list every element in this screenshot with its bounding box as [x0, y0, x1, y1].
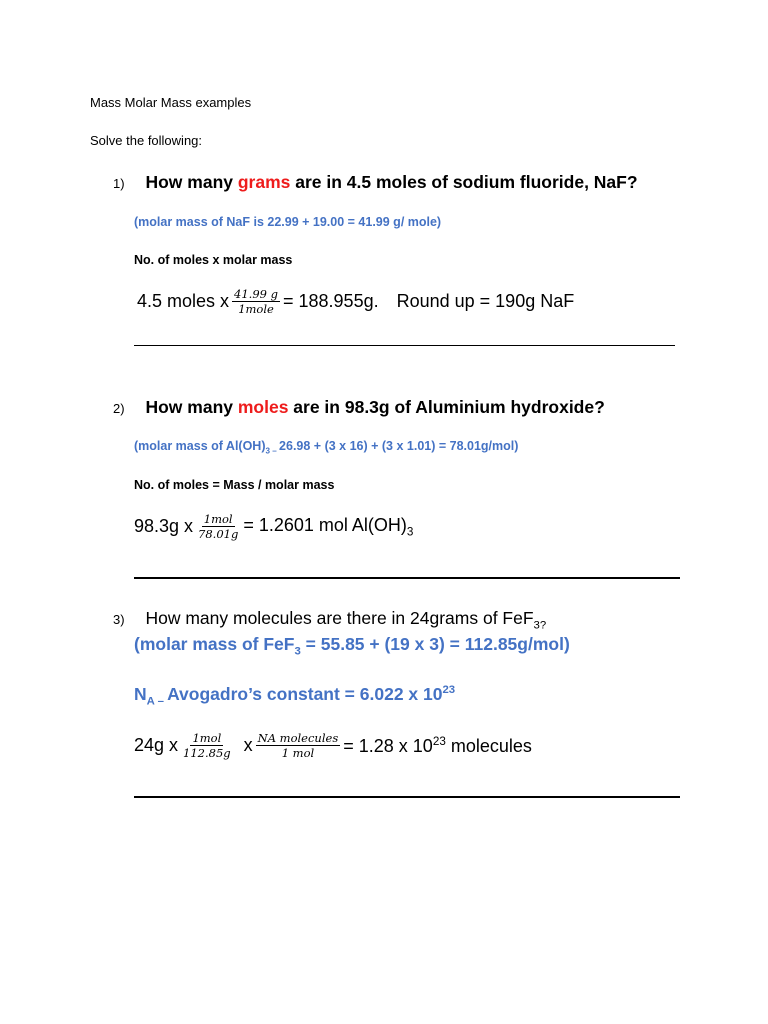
question-2-calculation — [134, 512, 413, 541]
question-2-calc-result: = 1.2601 mol $Al(OH)_3$ — [243, 514, 414, 539]
question-1-fraction-denominator: 1mole — [238, 302, 274, 316]
question-2-formula: No. of moles = Mass / molar mass — [134, 478, 335, 492]
question-3-times: x — [243, 735, 253, 755]
question-3 — [113, 608, 546, 632]
question-3-fraction-2-denominator: 1 mol — [281, 746, 315, 760]
question-1-fraction-numerator: 41.99 g — [234, 287, 278, 301]
question-1-calculation — [137, 287, 574, 316]
question-3-molar-note: (molar mass of FeF$_3$ = 55.85 + (19 x 3) = 112.85g/mol) — [134, 634, 570, 658]
question-1-formula: No. of moles x molar mass — [134, 253, 293, 267]
question-1-highlight: grams — [237, 172, 291, 192]
question-3-text: How many molecules are there in 24grams of FeF$_{3?}$ — [145, 608, 547, 632]
question-1-calc-result: = 188.955g. — [283, 291, 379, 311]
question-3-fraction-2 — [256, 731, 341, 760]
document-title: Mass Molar Mass examples — [90, 95, 252, 110]
question-2-fraction-denominator: 78.01g — [198, 527, 239, 541]
question-3-fraction-1 — [181, 731, 233, 760]
question-1-number: 1) — [113, 176, 125, 191]
question-2-fraction — [196, 512, 240, 541]
divider-1 — [134, 345, 675, 346]
question-3-fraction-2-numerator: NA molecules — [257, 731, 339, 745]
question-3-number: 3) — [113, 612, 125, 627]
question-1-molar-note: (molar mass of NaF is 22.99 + 19.00 = 41.99 g/ mole) — [134, 215, 442, 229]
question-2-number: 2) — [113, 401, 125, 416]
question-1-text: How many grams are in 4.5 moles of sodium fluoride, NaF? — [145, 172, 638, 192]
question-1-round-up: Round up = 190g NaF — [396, 291, 575, 311]
avogadro-constant: $N_{A -}$ Avogadro’s constant = 6.022 x $10^{23}$ — [134, 684, 456, 708]
divider-3 — [134, 796, 680, 798]
question-2 — [113, 397, 605, 418]
question-3-calculation — [134, 731, 532, 760]
question-1-calc-start: 4.5 moles x — [137, 291, 230, 311]
divider-2 — [134, 577, 680, 579]
question-1 — [113, 172, 638, 193]
question-2-molar-note: (molar mass of $Al(OH)_{3 -}$ 26.98 + (3 x 16) + (3 x 1.01) = 78.01g/mol) — [134, 439, 519, 456]
question-2-fraction-numerator: 1mol — [203, 512, 233, 526]
question-3-calc-result: = 1.28 x $10^{23}$ molecules — [343, 734, 532, 756]
question-2-highlight: moles — [237, 397, 289, 417]
instructions: Solve the following: — [90, 133, 203, 148]
question-3-fraction-1-denominator: 112.85g — [183, 746, 231, 760]
question-3-calc-start: 24g x — [134, 735, 179, 755]
question-1-fraction — [232, 287, 280, 316]
question-2-calc-start: 98.3g x — [134, 516, 194, 536]
question-2-text: How many moles are in 98.3g of Aluminium hydroxide? — [145, 397, 605, 417]
question-3-fraction-1-numerator: 1mol — [192, 731, 222, 745]
